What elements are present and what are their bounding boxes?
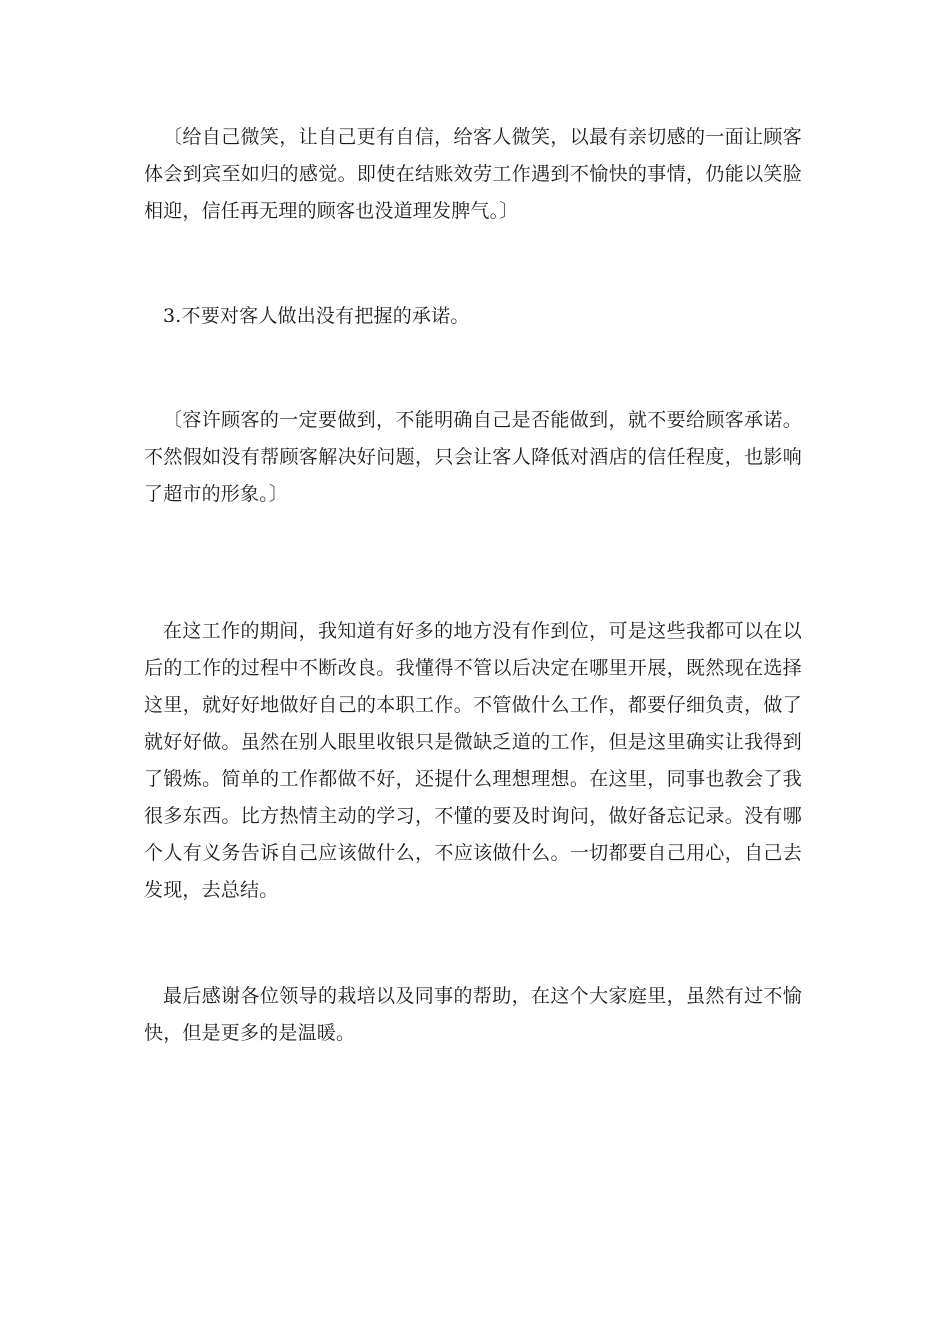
paragraph-work-reflection: 在这工作的期间，我知道有好多的地方没有作到位，可是这些我都可以在以后的工作的过程中不断改良。我懂得不管以后决定在哪里开展，既然现在选择这里，就好好地做好自己的本职工作。不管做什么工作，都要仔细负责，做了就好好做。虽然在别人眼里收银只是微缺乏道的工作，但是这里确实让我得到了锻炼。简单的工作都做不好，还提什么理想理想。在这里，同事也教会了我很多东西。比方热情主动的学习，不懂的要及时询问，做好备忘记录。没有哪个人有义务告诉自己应该做什么，不应该做什么。一切都要自己用心，自己去发现，去总结。 <box>144 620 802 901</box>
paragraph-smile-service: 〔给自己微笑，让自己更有自信，给客人微笑，以最有亲切感的一面让顾客体会到宾至如归的感觉。即使在结账效劳工作遇到不愉快的事情，仍能以笑脸相迎，信任再无理的顾客也没道理发脾气。〕 <box>144 126 802 222</box>
paragraph-thanks: 最后感谢各位领导的栽培以及同事的帮助，在这个大家庭里，虽然有过不愉快，但是更多的是温暖。 <box>144 985 802 1044</box>
paragraph-heading-promise: 3.不要对客人做出没有把握的承诺。 <box>163 305 470 327</box>
paragraph-promise-detail: 〔容许顾客的一定要做到，不能明确自己是否能做到，就不要给顾客承诺。不然假如没有帮顾客解决好问题，只会让客人降低对酒店的信任程度，也影响了超市的形象。〕 <box>144 409 802 505</box>
